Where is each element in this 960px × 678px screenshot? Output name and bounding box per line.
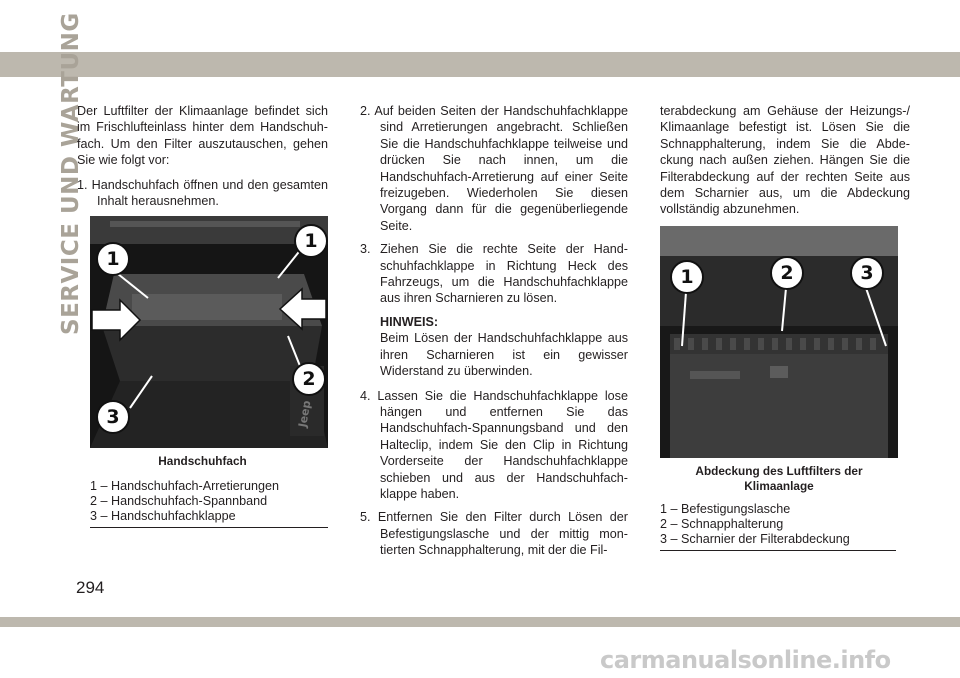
legend-item: 1 – Befestigungslasche [660,501,791,516]
figure-1-caption: Handschuhfach [158,454,247,469]
callout-1-right: 1 [294,224,328,258]
legend-item: 3 – Scharnier der Filterabdeckung [660,531,850,546]
legend-item: 3 – Handschuhfachklappe [90,509,236,524]
step-1: 1. Handschuhfach öffnen und den gesamten Inhalt herausnehmen. [77,177,328,209]
step-4: 4. Lassen Sie die Handschuhfachklappe lose hängen und entfernen Sie das Handschuhfach-Spannungsband und den Halteclip, indem Sie den Clip in Richtung Vorderseite der Handschuhfachklappe schieben und aus der Handschuhfachklappe haben. [360,388,628,501]
note-block [360,314,628,380]
callout-1-left: 1 [96,242,130,276]
legend-item: 2 – Handschuhfach-Spannband [90,494,268,509]
callout-1: 1 [670,260,704,294]
header-band [0,52,960,77]
filter-cover-photo [660,226,898,458]
figure-1-legend [90,479,328,528]
legend-item: 1 – Handschuhfach-Arretierungen [90,479,280,494]
step-2: 2. Auf beiden Seiten der Handschuhfachklappe sind Arretierungen angebracht. Schließen Sie die Handschuhfachklappe teilweise und drücken Sie nach innen, um die Handschuhfach-Arretierung auf einer Seite freizugeben. Wiederholen Sie diesen Vorgang dann für die gegenüberliegende Seite. [360,104,628,233]
callout-3: 3 [850,256,884,290]
callout-3: 3 [96,400,130,434]
watermark-text: carmanualsonline.info [600,646,891,674]
section-side-title [40,12,84,335]
column-3 [660,103,910,551]
column-2 [360,103,628,566]
figure-2-caption: Abdeckung des Luftfilters der Klimaanlage [695,463,863,493]
note-heading: HINWEIS: [380,314,439,329]
callout-2: 2 [292,362,326,396]
glovebox-photo [90,216,328,448]
intro-paragraph: Der Luftfilter der Klimaanlage befindet sich im Frischlufteinlass hinter dem Handschuhfach. Um den Filter auszutauschen, gehen Sie wie folgt vor: [77,104,328,168]
column-1 [77,103,328,528]
step-5: 5. Entfernen Sie den Filter durch Lösen der Befestigungslasche und der mittig montierten Schnapphalterung, mit der die Fil- [360,510,628,558]
callout-2: 2 [770,256,804,290]
svg-text:Jeep: Jeep [296,399,314,429]
step-5-continuation: terabdeckung am Gehäuse der Heizungs-/ Klimaanlage befestigt ist. Lösen Sie die Schnapphalterung, indem Sie die Abdeckung nach außen ziehen. Hängen Sie die Filterabdeckung auf der rechten Seite aus dem Scharnier aus, um die Abdeckung vollständig abzunehmen. [660,104,910,217]
note-text: Beim Lösen der Handschuhfachklappe aus ihren Scharnieren ist ein gewisser Widerstand zu überwinden. [380,331,628,379]
footer-band [0,617,960,627]
step-3: 3. Ziehen Sie die rechte Seite der Handschuhfachklappe in Richtung Heck des Fahrzeugs, um die Handschuhfachklappe aus ihren Scharnieren zu lösen. [360,242,628,306]
section-title-text: SERVICE UND WARTUNG [58,12,84,335]
page-number: 294 [76,578,105,597]
figure-2-legend [660,502,896,551]
legend-item: 2 – Schnapphalterung [660,516,784,531]
